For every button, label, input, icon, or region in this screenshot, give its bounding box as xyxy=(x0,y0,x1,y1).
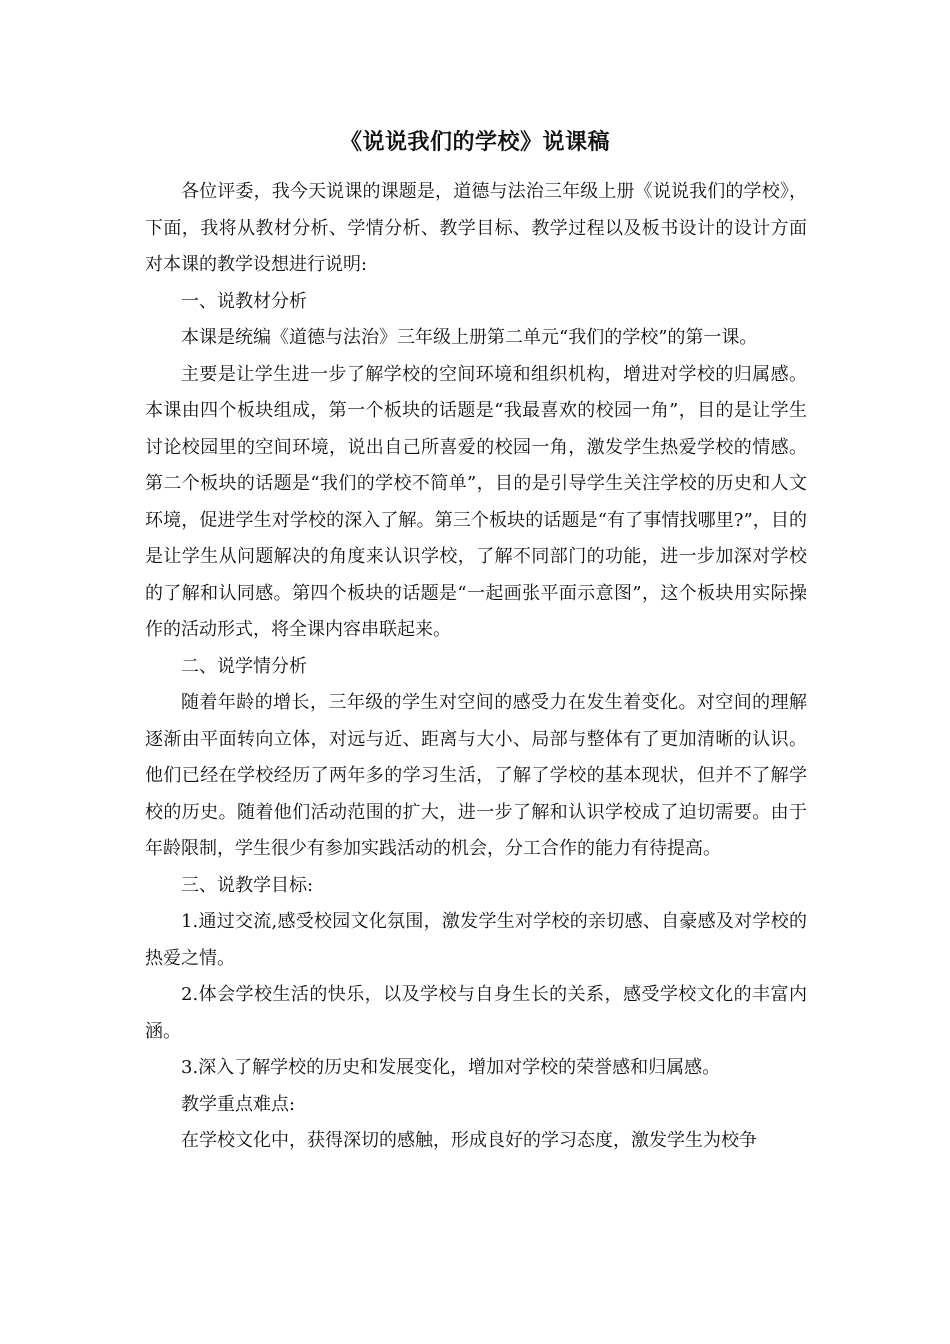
heading-textbook-analysis: 一、说教材分析 xyxy=(181,290,307,312)
heading-teaching-goals: 三、说教学目标: xyxy=(181,874,314,896)
heading-key-points: 教学重点难点: xyxy=(181,1093,296,1115)
paragraph-intro: 各位评委，我今天说课的课题是，道德与法治三年级上册《说说我们的学校》，下面，我将从教材分析、学情分析、教学目标、教学过程以及板书设计的设计方面对本课的教学设想进行说明: xyxy=(145,181,807,275)
goal-item-2: 2.体会学校生活的快乐，以及学校与自身生长的关系，感受学校文化的丰富内涵。 xyxy=(145,984,807,1042)
document-body xyxy=(145,174,807,1160)
heading-student-analysis: 二、说学情分析 xyxy=(181,655,307,677)
goal-item-1: 1.通过交流,感受校园文化氛围，激发学生对学校的亲切感、自豪感及对学校的热爱之情。 xyxy=(145,911,807,969)
goal-item-3: 3.深入了解学校的历史和发展变化，增加对学校的荣誉感和归属感。 xyxy=(181,1057,721,1078)
paragraph-key-points: 在学校文化中，获得深切的感触，形成良好的学习态度，激发学生为校争 xyxy=(181,1130,757,1151)
document-title: 《说说我们的学校》说课稿 xyxy=(339,129,610,155)
paragraph-student-analysis: 随着年龄的增长，三年级的学生对空间的感受力在发生着变化。对空间的理解逐渐由平面转向立体，对远与近、距离与大小、局部与整体有了更加清晰的认识。他们已经在学校经历了两年多的学习生活，了解了学校的基本现状，但并不了解学校的历史。随着他们活动范围的扩大，进一步了解和认识学校成了迫切需要。由于年龄限制，学生很少有参加实践活动的机会，分工合作的能力有待提高。 xyxy=(145,692,807,859)
paragraph-textbook-1: 本课是统编《道德与法治》三年级上册第二单元“我们的学校”的第一课。 xyxy=(181,327,758,348)
paragraph-textbook-2: 主要是让学生进一步了解学校的空间环境和组织机构，增进对学校的归属感。本课由四个板块组成，第一个板块的话题是“我最喜欢的校园一角”，目的是让学生讨论校园里的空间环境，说出自己所喜爱的校园一角，激发学生热爱学校的情感。第二个板块的话题是“我们的学校不简单”，目的是引导学生关注学校的历史和人文环境，促进学生对学校的深入了解。第三个板块的话题是“有了事情找哪里?”，目的是让学生从问题解决的角度来认识学校，了解不同部门的功能，进一步加深对学校的了解和认同感。第四个板块的话题是“一起画张平面示意图”，这个板块用实际操作的活动形式，将全课内容串联起来。 xyxy=(145,363,807,640)
